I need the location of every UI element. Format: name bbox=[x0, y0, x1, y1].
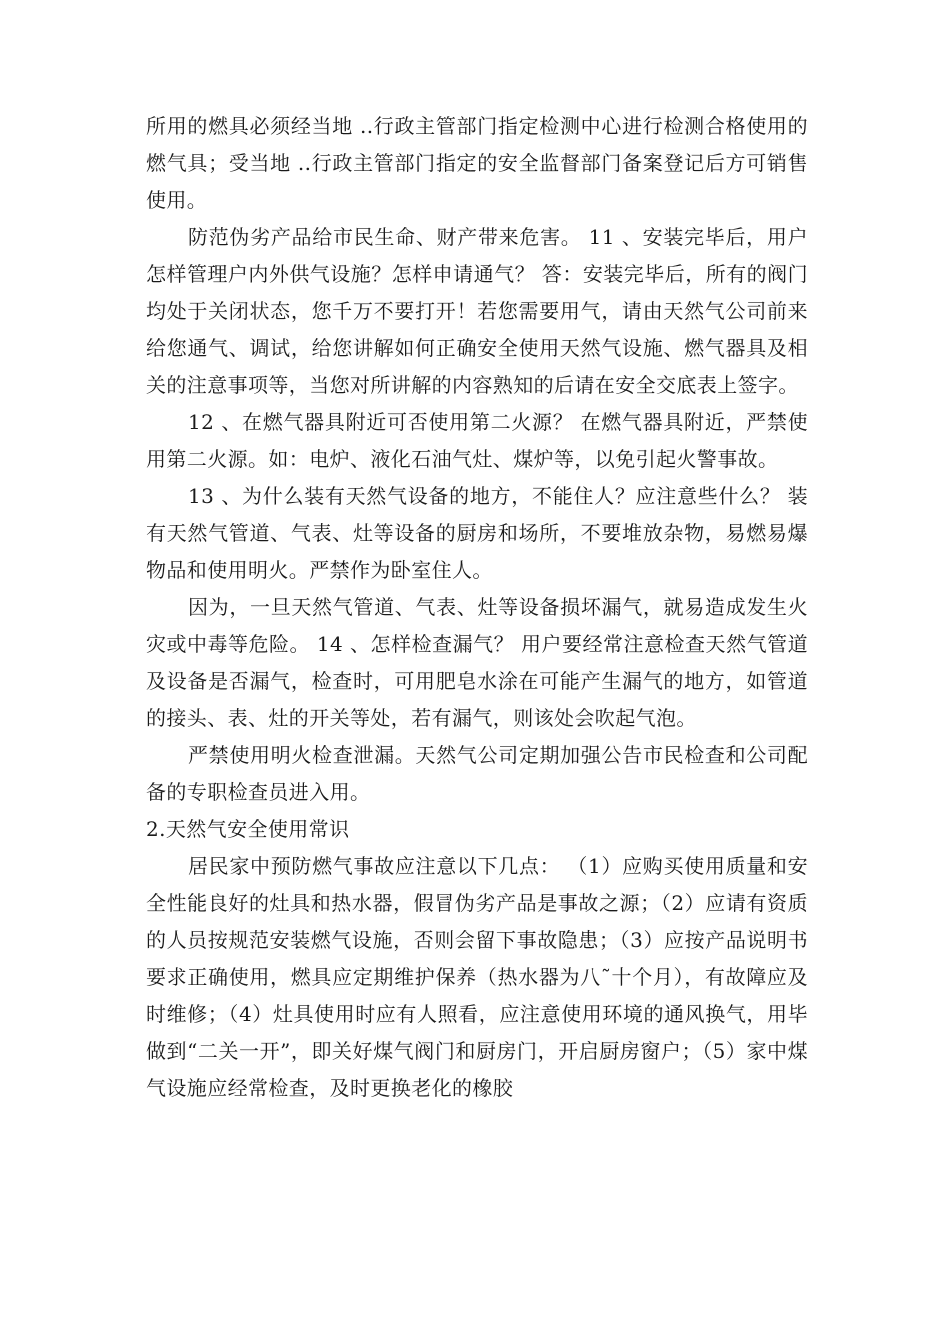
paragraph-q11-gas-connection: 防范伪劣产品给市民生命、财产带来危害。 11 、安装完毕后，用户怎样管理户内外供气设施？怎样申请通气？ 答：安装完毕后，所有的阀门均处于关闭状态，您千万不要打开！若您需要用气，请由天然气公司前来给您通气、调试，给您讲解如何正确安全使用天然气设施、燃气器具及相关的注意事项等，当您对所讲解的内容熟知的后请在安全交底表上签字。 bbox=[146, 225, 808, 397]
paragraph-q12-second-fire-source: 12 、在燃气器具附近可否使用第二火源？ 在燃气器具附近，严禁使用第二火源。如：电炉、液化石油气灶、煤炉等，以免引起火警事故。 bbox=[146, 410, 808, 471]
paragraph-household-safety-tips: 居民家中预防燃气事故应注意以下几点： （1）应购买使用质量和安全性能良好的灶具和热水器，假冒伪劣产品是事故之源；（2）应请有资质的人员按规范安装燃气设施，否则会留下事故隐患；（3）应按产品说明书要求正确使用，燃具应定期维护保养（热水器为八˜十个月），有故障应及时维修；（4）灶具使用时应有人照看，应注意使用环境的通风换气，用毕做到“二关一开”，即关好煤气阀门和厨房门，开启厨房窗户；（5）家中煤气设施应经常检查，及时更换老化的橡胶 bbox=[146, 854, 808, 1100]
paragraph-gas-appliance-certification: 所用的燃具必须经当地 ..行政主管部门指定检测中心进行检测合格使用的燃气具；受当地 ..行政主管部门指定的安全监督部门备案登记后方可销售使用。 bbox=[146, 114, 808, 212]
paragraph-q13-living-space: 13 、为什么装有天然气设备的地方，不能住人？应注意些什么？ 装有天然气管道、气表、灶等设备的厨房和场所，不要堆放杂物，易燃易爆物品和使用明火。严禁作为卧室住人。 bbox=[146, 484, 808, 582]
document-body bbox=[146, 108, 808, 1107]
paragraph-q14-leak-check: 因为，一旦天然气管道、气表、灶等设备损坏漏气，就易造成发生火灾或中毒等危险。 14 、怎样检查漏气？ 用户要经常注意检查天然气管道及设备是否漏气，检查时，可用肥皂水涂在可能产生漏气的地方，如管道的接头、表、灶的开关等处，若有漏气，则该处会吹起气泡。 bbox=[146, 595, 808, 730]
section-heading: 2.天然气安全使用常识 bbox=[146, 817, 350, 841]
paragraph-no-open-flame: 严禁使用明火检查泄漏。天然气公司定期加强公告市民检查和公司配备的专职检查员进入用。 bbox=[146, 743, 808, 804]
